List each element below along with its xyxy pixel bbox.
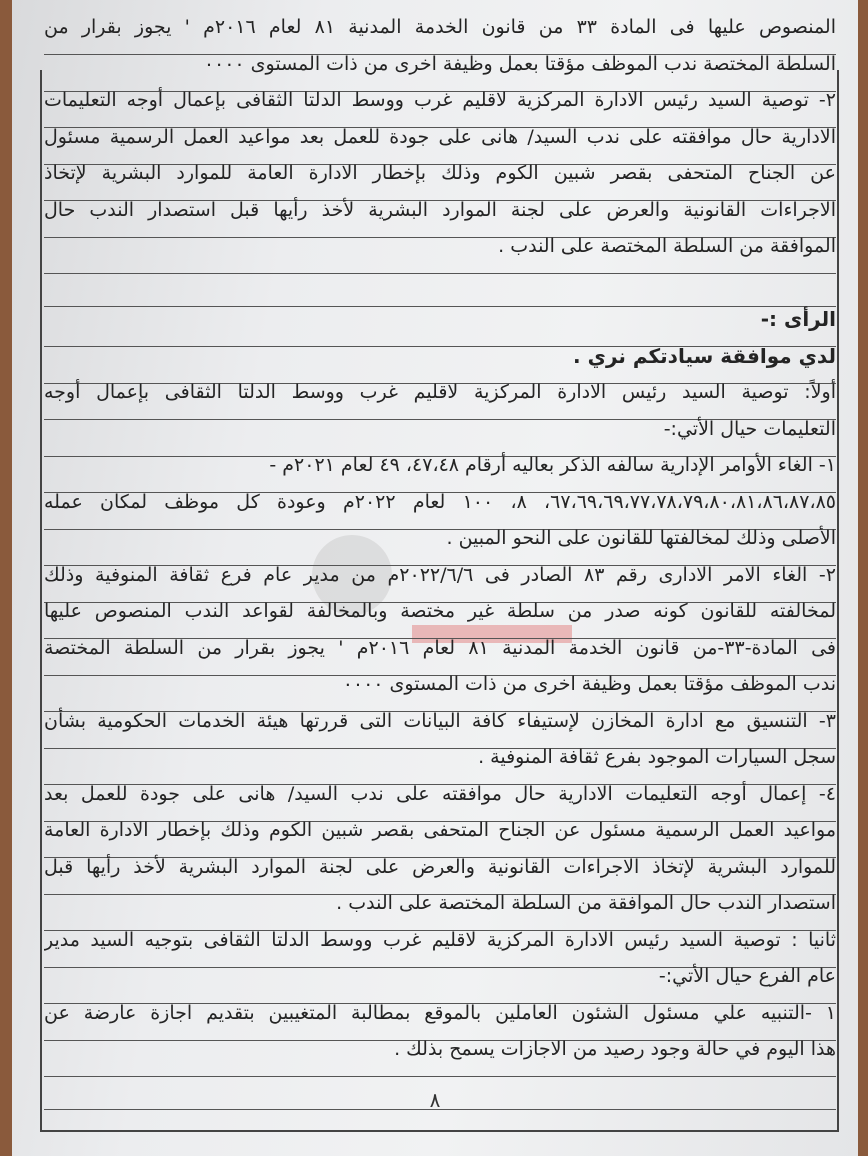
document-text-line: فى المادة-٣٣-من قانون الخدمة المدنية ٨١ لعام ٢٠١٦م ' يجوز بقرار من السلطة المختصة — [44, 621, 836, 676]
document-text-line: الاجراءات القانونية والعرض على لجنة الموارد البشرية لأخذ رأيها قبل استصدار الندب حال — [44, 183, 836, 238]
document-text-line: مواعيد العمل الرسمية مسئول عن الجناح المتحفى بقصر شبين الكوم وذلك بإخطار الادارة العامة — [44, 803, 836, 858]
document-text-line: استصدار الندب حال الموافقة من السلطة المختصة على الندب . — [44, 876, 836, 931]
document-page — [12, 0, 858, 1156]
document-text-line: الرأى :- — [44, 292, 836, 347]
document-text-line: الموافقة من السلطة المختصة على الندب . — [44, 219, 836, 274]
document-text-line: لمخالفته للقانون كونه صدر من سلطة غير مختصة وبالمخالفة لقواعد الندب المنصوص عليها — [44, 584, 836, 639]
document-text-line: هذا اليوم في حالة وجود رصيد من الاجازات يسمح بذلك . — [44, 1022, 836, 1077]
page-number: ٨ — [429, 1088, 441, 1112]
document-text-line: ٦٧،٦٩،٦٩،٧٧،٧٨،٧٩،٨٠،٨١،٨٦،٨٧،٨٥، ٨، ١٠٠ لعام ٢٠٢٢م وعودة كل موظف لمكان عمله — [44, 475, 836, 530]
document-text-line: ٢- توصية السيد رئيس الادارة المركزية لاقليم غرب ووسط الدلتا الثقافى بإعمال أوجه التعليمات — [44, 73, 836, 128]
document-text-line: ثانيا : توصية السيد رئيس الادارة المركزية لاقليم غرب ووسط الدلتا الثقافى بتوجيه السيد مدير — [44, 913, 836, 968]
document-text-line: لدي موافقة سيادتكم نري . — [44, 329, 836, 384]
document-text-line: ٢- الغاء الامر الادارى رقم ٨٣ الصادر فى ٢٠٢٢/٦/٦م من مدير عام فرع ثقافة المنوفية وذلك — [44, 548, 836, 603]
document-text-line: السلطة المختصة ندب الموظف مؤقتا بعمل وظيفة اخرى من ذات المستوى ٠٠٠٠ — [44, 37, 836, 92]
document-text-line: أولاً: توصية السيد رئيس الادارة المركزية لاقليم غرب ووسط الدلتا الثقافى بإعمال أوجه — [44, 365, 836, 420]
document-text-line: ٤- إعمال أوجه التعليمات الادارية حال موافقته على ندب السيد/ هانى على جودة للعمل بعد — [44, 767, 836, 822]
document-text-line: التعليمات حيال الأتي:- — [44, 402, 836, 457]
document-text-line: سجل السيارات الموجود بفرع ثقافة المنوفية . — [44, 730, 836, 785]
document-text-line: ١- الغاء الأوامر الإدارية سالفه الذكر بعاليه أرقام ٤٧،٤٨، ٤٩ لعام ٢٠٢١م - — [44, 438, 836, 493]
document-text-line: عن الجناح المتحفى بقصر شبين الكوم وذلك بإخطار الادارة العامة للموارد البشرية لإتخاذ — [44, 146, 836, 201]
document-text-line: الادارية حال موافقته على ندب السيد/ هانى على جودة للعمل بعد مواعيد العمل الرسمية مسئول — [44, 110, 836, 165]
document-text-line: المنصوص عليها فى المادة ٣٣ من قانون الخدمة المدنية ٨١ لعام ٢٠١٦م ' يجوز بقرار من — [44, 0, 836, 55]
document-text-line: ١ -التنبيه علي مسئول الشئون العاملين بالموقع بمطالبة المتغيبين بتقديم اجازة عارضة عن — [44, 986, 836, 1041]
document-text-line: ٣- التنسيق مع ادارة المخازن لإستيفاء كافة البيانات التى قررتها هيئة الخدمات الحكومية بشأن — [44, 694, 836, 749]
document-text-line: ندب الموظف مؤقتا بعمل وظيفة اخرى من ذات المستوى ٠٠٠٠ — [44, 657, 836, 712]
document-text-line: للموارد البشرية لإتخاذ الاجراءات القانونية والعرض على لجنة الموارد البشرية لأخذ رأيها قبل — [44, 840, 836, 895]
document-text-line: الأصلى وذلك لمخالفتها للقانون على النحو المبين . — [44, 511, 836, 566]
document-text-line: عام الفرع حيال الأتي:- — [44, 949, 836, 1004]
